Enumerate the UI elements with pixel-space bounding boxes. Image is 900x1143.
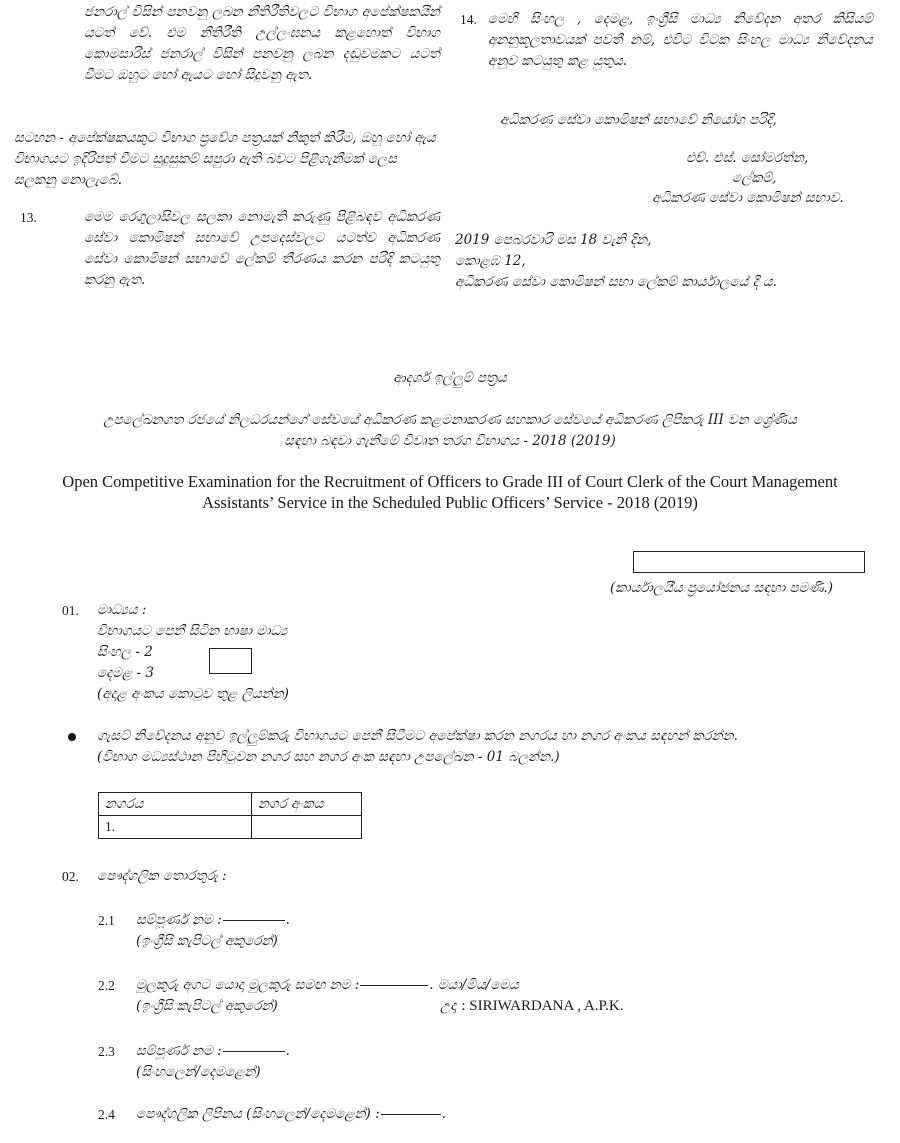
item-14-text: මෙහි සිංහල , දෙමළ, ඉංග්‍රීසි මාධ්‍ය නිවේදන අතර කිසියම් අනනුකූලතාවයක් පවතී නම්, එවිට විටක සිංහල මාධ්‍ය නිවේදනය අනුව කටයුතු කළ යුතුය. [488, 11, 873, 69]
field-2-2-hint: (ඉංග්‍රීසි කැපිටල් අකුරෙන්) [136, 998, 278, 1014]
city-input-cell[interactable]: 1. [99, 816, 252, 839]
table-row [99, 816, 362, 839]
medium-option-sinhala: සිංහල - 2 [97, 644, 153, 660]
field-2-4-end: . [441, 1106, 446, 1122]
table-row [99, 793, 362, 816]
example-label: උදා [440, 998, 457, 1014]
field-2-4-number: 2.4 [98, 1107, 115, 1122]
signer-name: එච්. එස්. සෝමරත්න, [686, 150, 809, 166]
address-input[interactable] [381, 1114, 441, 1115]
field-2-3 [136, 1041, 290, 1062]
table-header-city-code: නගර අංකය [252, 793, 362, 816]
section-02-label: පෞද්ගලික තොරතුරු : [97, 868, 227, 884]
medium-option-tamil: දෙමළ - 3 [97, 665, 154, 681]
medium-code-input[interactable] [209, 648, 252, 674]
sinhala-title-line-1: උපලේඛනගත රජයේ නිලධරයන්ගේ සේවයේ අධිකරණ කළමනාකරණ සහකාර සේවයේ අධිකරණ ලිපිකරු III වන ශ්‍රේණිය [103, 412, 797, 428]
field-2-2 [136, 975, 519, 996]
date-line: 2019 පෙබරවාරි මස 18 වැනි දින, [455, 232, 652, 248]
section-02-number: 02. [62, 869, 79, 884]
table-header-city: නගරය [99, 793, 252, 816]
field-2-3-hint: (සිංහලෙන්/දෙමළෙන්) [136, 1064, 261, 1080]
city-code-input-cell[interactable] [252, 816, 362, 839]
sinhala-title-line-2: සඳහා බඳවා ගැනීමේ විවෘත තරග විභාගය - 2018 (2019) [284, 433, 616, 449]
section-01-number: 01. [62, 603, 79, 618]
field-2-1-end: . [285, 912, 290, 928]
field-2-2-end: . මයා/මිය/මෙය [429, 977, 519, 993]
full-name-english-input[interactable] [223, 920, 285, 921]
form-heading: ආදර්ශ ඉල්ලුම් පත්‍රය [393, 370, 507, 386]
signer-org: අධිකරණ සේවා කොමිෂන් සභාව. [652, 190, 844, 206]
field-2-2-number: 2.2 [98, 978, 115, 993]
example-value: : SIRIWARDANA , A.P.K. [461, 998, 624, 1014]
order-line: අධිකරණ සේවා කොමිෂන් සභාවේ නියෝග පරිදි, [500, 112, 777, 128]
address-label: පෞද්ගලික ලිපිනය (සිංහලෙන්/දෙමළෙන්) : [136, 1106, 380, 1122]
name-with-initials-input[interactable] [360, 985, 428, 986]
full-name-local-label: සම්පූර්ණ නම : [136, 1043, 222, 1059]
full-name-local-input[interactable] [223, 1051, 285, 1052]
medium-sublabel: විභාගයට පෙනී සිටින භාෂා මාධ්‍ය [97, 623, 288, 639]
name-with-initials-label: මුලකුරු අගට යොදා මුලකුරු සමඟ නම : [136, 977, 360, 993]
note-label: සටහන [14, 130, 55, 146]
field-2-3-number: 2.3 [98, 1044, 115, 1059]
english-title-line-1: Open Competitive Examination for the Recruitment of Officers to Grade III of Court Clerk of the Court Management [62, 472, 838, 491]
item-13-number: 13. [20, 210, 37, 225]
note-block [14, 128, 440, 191]
office-use-label: (කාර්යාලයීය ප්‍රයෝජනය සඳහා පමණි.) [610, 580, 834, 596]
city-instruction-note: (විභාග මධ්‍යස්ථාන පිහිටුවන නගර සහ නගර අංක සඳහා උපලේඛන - 01 බලන්න.) [97, 749, 560, 765]
medium-hint: (අදාළ අංකය කොටුව තුළ ලියන්න) [97, 686, 289, 702]
signer-title: ලේකම්, [732, 170, 777, 186]
field-2-1-number: 2.1 [98, 913, 115, 928]
field-2-1-hint: (ඉංග්‍රීසි කැපිටල් අකුරෙන්) [136, 933, 278, 949]
paragraph-continued: ජනරාල් විසින් පනවනු ලබන නීතිරීතිවලට විභාග අපේක්ෂකයින් යටත් වේ. එම නීතිරීති උල්ලංඝනය කළහොත් විභාග කොමසාරිස් ජනරාල් විසින් පනවනු ලබන දඬුවමකට යටත් වීමට ඔහුට හෝ ඇයට හෝ සිදුවනු ඇත. [84, 4, 440, 83]
bullet-icon [68, 733, 76, 741]
example-block [440, 995, 624, 1017]
city-table [98, 792, 362, 839]
section-01-label: මාධ්‍යය : [97, 602, 147, 618]
full-name-english-label: සම්පූර්ණ නම : [136, 912, 222, 928]
field-2-1 [136, 910, 290, 931]
item-14-number: 14. [460, 12, 477, 27]
office-use-box[interactable] [633, 551, 865, 573]
field-2-3-end: . [285, 1043, 290, 1059]
office-line: අධිකරණ සේවා කොමිෂන් සභා ලේකම් කාර්යාලයේ දී ය. [455, 274, 777, 290]
place-line: කොළඹ 12, [455, 253, 526, 269]
city-instruction: ගැසට් නිවේදනය අනුව ඉල්ලුම්කරු විභාගයට පෙනී සිටීමට අපේක්ෂා කරන නගරය හා නගර අංකය සඳහන් කරන්න. [97, 728, 738, 744]
note-text: - අපේක්ෂකයකුට විභාග ප්‍රවේශ පත්‍රයක් නිකුත් කිරීම, ඔහු හෝ ඇය විභාගයට ඉදිරිපත් වීමට සුදුසුකම් සපුරා ඇති බවට පිළිගැනීමක් ලෙස සලකනු නොලැබේ. [14, 130, 436, 188]
field-2-4 [136, 1104, 446, 1125]
item-13-text: මෙම රෙගුලාසිවල සලකා නොමැති කරුණු පිළිබඳව අධිකරණ සේවා කොමිෂන් සභාවේ උපදෙස්වලට යටත්ව අධිකරණ සේවා කොමිෂන් සභාවේ ලේකම් තීරණය කරන පරිදි කටයුතු කරනු ඇත. [84, 209, 440, 288]
english-title-line-2: Assistants’ Service in the Scheduled Public Officers’ Service - 2018 (2019) [202, 493, 698, 512]
